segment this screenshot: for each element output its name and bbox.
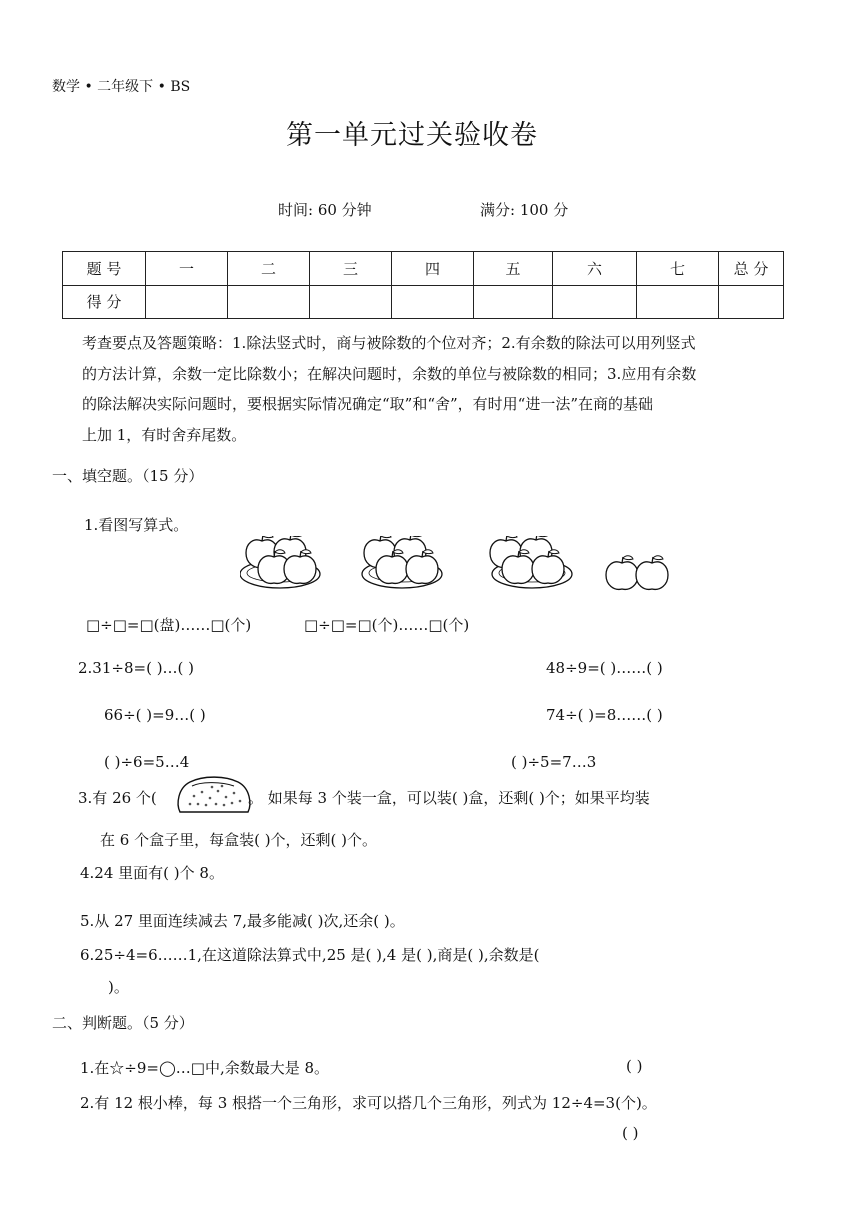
apple-icon xyxy=(606,556,668,590)
score-cell[interactable] xyxy=(719,285,784,319)
plate-icon xyxy=(490,536,572,588)
question-2-2: 2.有 12 根小棒，每 3 根搭一个三角形，求可以搭几个三角形，列式为 12÷4=3(个)。 xyxy=(80,1094,657,1112)
question-1-1: 1.看图写算式。 xyxy=(84,516,189,534)
question-1-5: 5.从 27 里面连续减去 7,最多能减( )次,还余( )。 xyxy=(80,912,405,930)
question-1-3-rest: 。 如果每 3 个装一盒，可以装( )盒，还剩( )个；如果平均装 xyxy=(248,789,650,807)
question-1-6: 6.25÷4=6……1,在这道除法算式中,25 是( ),4 是( ),商是( ),余数是( xyxy=(80,946,540,964)
question-1-6-line2: )。 xyxy=(108,978,129,996)
score-cell[interactable] xyxy=(228,285,310,319)
score-cell[interactable] xyxy=(146,285,228,319)
plate-icon xyxy=(240,536,320,588)
instructions-line: 上加 1，有时舍弃尾数。 xyxy=(82,425,247,444)
q1-formula-a: □÷□=□(盘)……□(个) xyxy=(86,616,252,634)
answer-paren[interactable]: ( ) xyxy=(622,1124,639,1142)
question-2-1: 1.在☆÷9=◯…□中,余数最大是 8。 xyxy=(80,1059,330,1077)
instructions-line: 考查要点及答题策略：1.除法竖式时，商与被除数的个位对齐；2.有余数的除法可以用列竖式 xyxy=(82,334,696,352)
q1-formula-b: □÷□=□(个)……□(个) xyxy=(304,616,470,634)
question-1-2b: 48÷9=( )……( ) xyxy=(546,659,663,677)
section2-heading: 二、判断题。（5 分） xyxy=(52,1014,194,1032)
table-cell: 三 xyxy=(310,252,392,286)
question-1-2e: ( )÷6=5…4 xyxy=(104,753,190,771)
question-1-3-start: 3.有 26 个( xyxy=(78,789,157,807)
question-1-2f: ( )÷5=7…3 xyxy=(511,753,597,771)
section1-heading: 一、填空题。（15 分） xyxy=(52,467,204,485)
score-table xyxy=(62,251,784,319)
question-1-3-line2: 在 6 个盒子里，每盒装( )个，还剩( )个。 xyxy=(100,831,378,849)
score-cell[interactable] xyxy=(392,285,474,319)
score-cell[interactable] xyxy=(310,285,392,319)
table-cell: 五 xyxy=(474,252,553,286)
question-1-2c: 66÷( )=9…( ) xyxy=(104,706,206,724)
apple-plates-illustration xyxy=(240,536,680,596)
plate-icon xyxy=(362,536,442,588)
table-cell: 七 xyxy=(637,252,719,286)
instructions-paragraph xyxy=(82,328,810,450)
page-title: 第一单元过关验收卷 xyxy=(286,120,538,151)
table-cell: 六 xyxy=(553,252,637,286)
score-cell[interactable] xyxy=(474,285,553,319)
question-1-2d: 74÷( )=8……( ) xyxy=(546,706,663,724)
subject-header: 数学 • 二年级下 • BS xyxy=(52,79,191,95)
table-cell: 得 分 xyxy=(63,285,146,319)
question-1-4: 4.24 里面有( )个 8。 xyxy=(80,864,224,882)
score-table-header-row xyxy=(63,252,784,286)
score-cell[interactable] xyxy=(637,285,719,319)
score-cell[interactable] xyxy=(553,285,637,319)
exam-time: 时间: 60 分钟 xyxy=(278,201,372,219)
instructions-line: 的除法解决实际问题时，要根据实际情况确定“取”和“舍”，有时用“进一法”在商的基础 xyxy=(82,395,654,413)
score-table-score-row xyxy=(63,285,784,319)
table-cell: 四 xyxy=(392,252,474,286)
instructions-line: 的方法计算，余数一定比除数小；在解决问题时，余数的单位与被除数的相同；3.应用有余数 xyxy=(82,364,697,383)
answer-paren[interactable]: ( ) xyxy=(626,1057,643,1075)
table-cell: 一 xyxy=(146,252,228,286)
table-cell: 题 号 xyxy=(63,252,146,286)
table-cell: 总 分 xyxy=(719,252,784,286)
table-cell: 二 xyxy=(228,252,310,286)
question-1-2a: 2.31÷8=( )…( ) xyxy=(78,659,195,677)
bread-icon xyxy=(174,774,254,818)
exam-full-score: 满分: 100 分 xyxy=(480,201,569,219)
